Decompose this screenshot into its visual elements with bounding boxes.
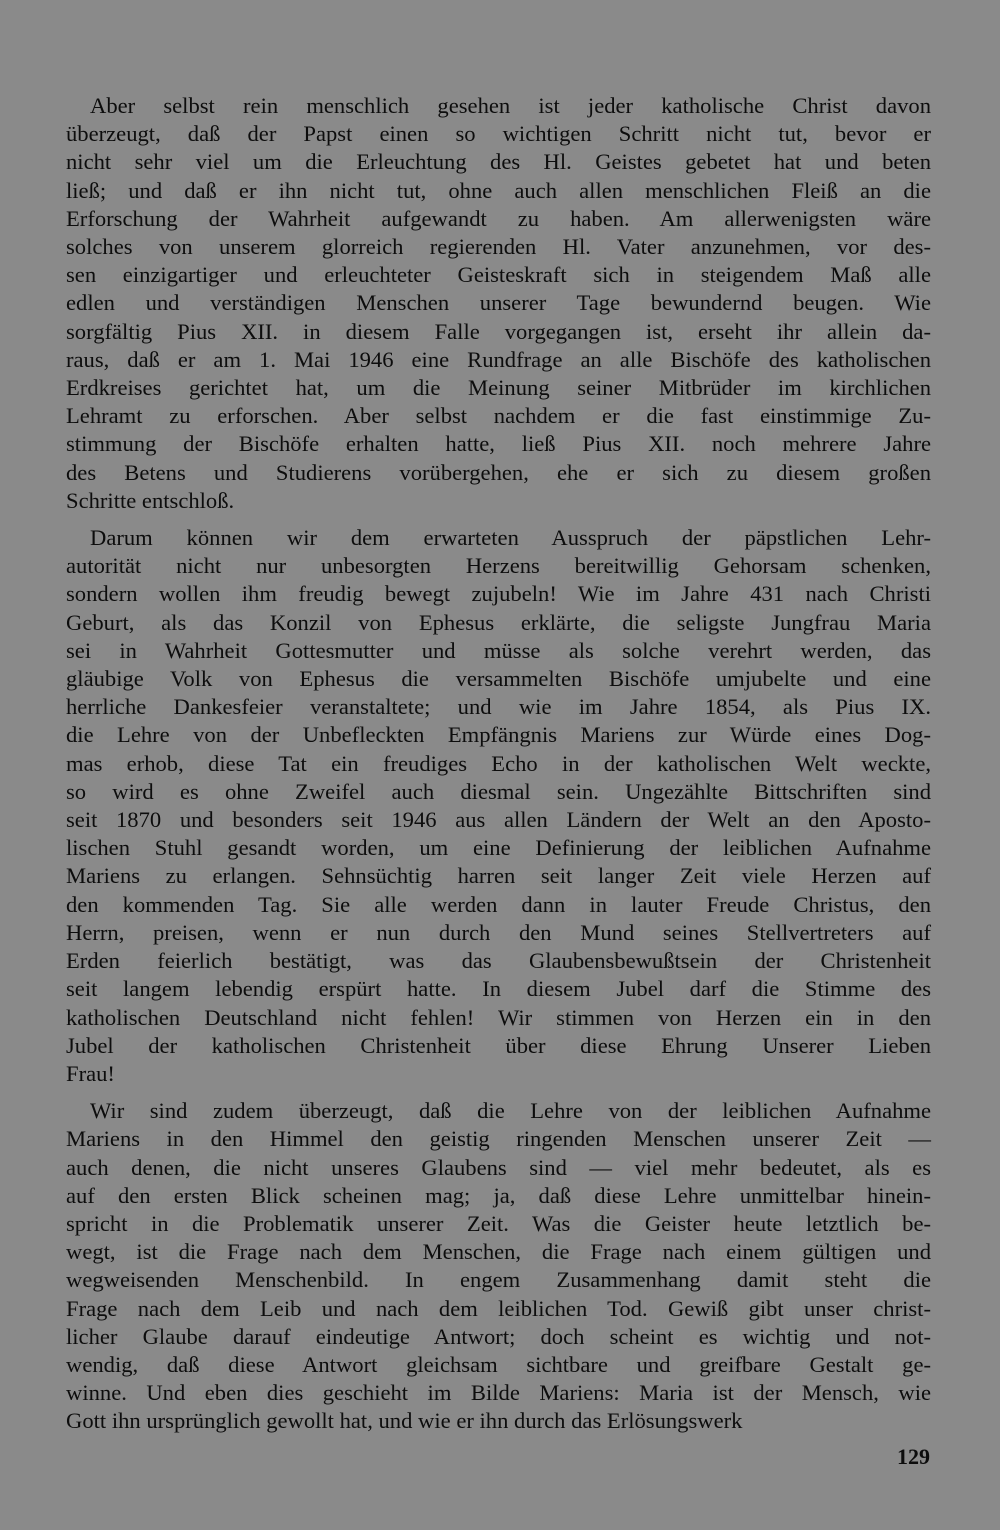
text-line: sorgfältig Pius XII. in diesem Falle vorgegangen ist, erseht ihr allein da- <box>66 318 931 344</box>
text-line: herrliche Dankesfeier veranstaltete; und wie im Jahre 1854, als Pius IX. <box>66 694 931 720</box>
text-line: wendig, daß diese Antwort gleichsam sichtbare und greifbare Gestalt ge- <box>66 1351 931 1377</box>
text-line: winne. Und eben dies geschieht im Bilde Mariens: Maria ist der Mensch, wie <box>66 1380 931 1406</box>
text-line: gläubige Volk von Ephesus die versammelten Bischöfe umjubelte und eine <box>66 666 931 692</box>
text-line: Gott ihn ursprünglich gewollt hat, und wie er ihn durch das Erlösungswerk <box>66 1408 743 1434</box>
paragraph <box>66 92 931 515</box>
text-line: Wir sind zudem überzeugt, daß die Lehre von der leiblichen Aufnahme <box>90 1098 931 1124</box>
text-line: autorität nicht nur unbesorgten Herzens bereitwillig Gehorsam schenken, <box>66 553 931 579</box>
text-line: des Betens und Studierens vorübergehen, ehe er sich zu diesem großen <box>66 459 931 485</box>
text-line: raus, daß er am 1. Mai 1946 eine Rundfrage an alle Bischöfe des katholischen <box>66 346 931 372</box>
text-line: Herrn, preisen, wenn er nun durch den Mund seines Stellvertreters auf <box>66 919 931 945</box>
page-number: 129 <box>897 1444 930 1469</box>
text-line: sondern wollen ihm freudig bewegt zujubeln! Wie im Jahre 431 nach Christi <box>66 581 931 607</box>
paragraph <box>66 524 931 1088</box>
text-line: Mariens zu erlangen. Sehnsüchtig harren seit langer Zeit viele Herzen auf <box>66 863 931 889</box>
text-line: Frau! <box>66 1060 115 1086</box>
text-line: überzeugt, daß der Papst einen so wichtigen Schritt nicht tut, bevor er <box>66 121 931 147</box>
text-line: Frage nach dem Leib und nach dem leiblichen Tod. Gewiß gibt unser christ- <box>66 1295 931 1321</box>
text-line: Erden feierlich bestätigt, was das Glaubensbewußtsein der Christenheit <box>66 948 931 974</box>
paragraph <box>66 1097 931 1435</box>
text-line: wegt, ist die Frage nach dem Menschen, die Frage nach einem gültigen und <box>66 1239 931 1265</box>
text-line: wegweisenden Menschenbild. In engem Zusammenhang damit steht die <box>66 1267 931 1293</box>
text-line: Jubel der katholischen Christenheit über diese Ehrung Unserer Lieben <box>66 1032 931 1058</box>
text-line: lischen Stuhl gesandt worden, um eine Definierung der leiblichen Aufnahme <box>66 835 931 861</box>
text-line: Schritte entschloß. <box>66 487 235 513</box>
text-line: Erdkreises gerichtet hat, um die Meinung seiner Mitbrüder im kirchlichen <box>66 375 931 401</box>
text-line: Lehramt zu erforschen. Aber selbst nachdem er die fast einstimmige Zu- <box>66 403 931 429</box>
text-line: Erforschung der Wahrheit aufgewandt zu haben. Am allerwenigsten wäre <box>66 205 931 231</box>
text-line: sen einzigartiger und erleuchteter Geisteskraft sich in steigendem Maß alle <box>66 262 931 288</box>
text-line: Mariens in den Himmel den geistig ringenden Menschen unserer Zeit — <box>66 1126 931 1152</box>
text-line: auch denen, die nicht unseres Glaubens sind — viel mehr bedeutet, als es <box>66 1154 931 1180</box>
text-line: die Lehre von der Unbefleckten Empfängnis Mariens zur Würde eines Dog- <box>66 722 931 748</box>
text-line: nicht sehr viel um die Erleuchtung des Hl. Geistes gebetet hat und beten <box>66 149 931 175</box>
text-line: stimmung der Bischöfe erhalten hatte, ließ Pius XII. noch mehrere Jahre <box>66 431 931 457</box>
text-line: Aber selbst rein menschlich gesehen ist jeder katholische Christ davon <box>90 93 931 118</box>
text-line: seit 1870 und besonders seit 1946 aus allen Ländern der Welt an den Aposto- <box>66 807 931 833</box>
text-line: auf den ersten Blick scheinen mag; ja, daß diese Lehre unmittelbar hinein- <box>66 1182 931 1208</box>
text-line: edlen und verständigen Menschen unserer Tage bewundernd beugen. Wie <box>66 290 931 316</box>
text-line: ließ; und daß er ihn nicht tut, ohne auch allen menschlichen Fleiß an die <box>66 177 931 203</box>
text-line: den kommenden Tag. Sie alle werden dann in lauter Freude Christus, den <box>66 891 931 917</box>
text-line: katholischen Deutschland nicht fehlen! Wir stimmen von Herzen ein in den <box>66 1004 931 1030</box>
text-line: licher Glaube darauf eindeutige Antwort; doch scheint es wichtig und not- <box>66 1323 931 1349</box>
body-text <box>66 92 931 1445</box>
text-line: spricht in die Problematik unserer Zeit. Was die Geister heute letztlich be- <box>66 1210 931 1236</box>
text-line: mas erhob, diese Tat ein freudiges Echo in der katholischen Welt weckte, <box>66 750 931 776</box>
text-line: Geburt, als das Konzil von Ephesus erklärte, die seligste Jungfrau Maria <box>66 609 931 635</box>
text-line: so wird es ohne Zweifel auch diesmal sein. Ungezählte Bittschriften sind <box>66 778 931 804</box>
text-line: sei in Wahrheit Gottesmutter und müsse als solche verehrt werden, das <box>66 637 931 663</box>
text-line: solches von unserem glorreich regierenden Hl. Vater anzunehmen, vor des- <box>66 234 931 260</box>
text-line: seit langem lebendig erspürt hatte. In diesem Jubel darf die Stimme des <box>66 976 931 1002</box>
text-line: Darum können wir dem erwarteten Ausspruch der päpstlichen Lehr- <box>90 525 931 551</box>
